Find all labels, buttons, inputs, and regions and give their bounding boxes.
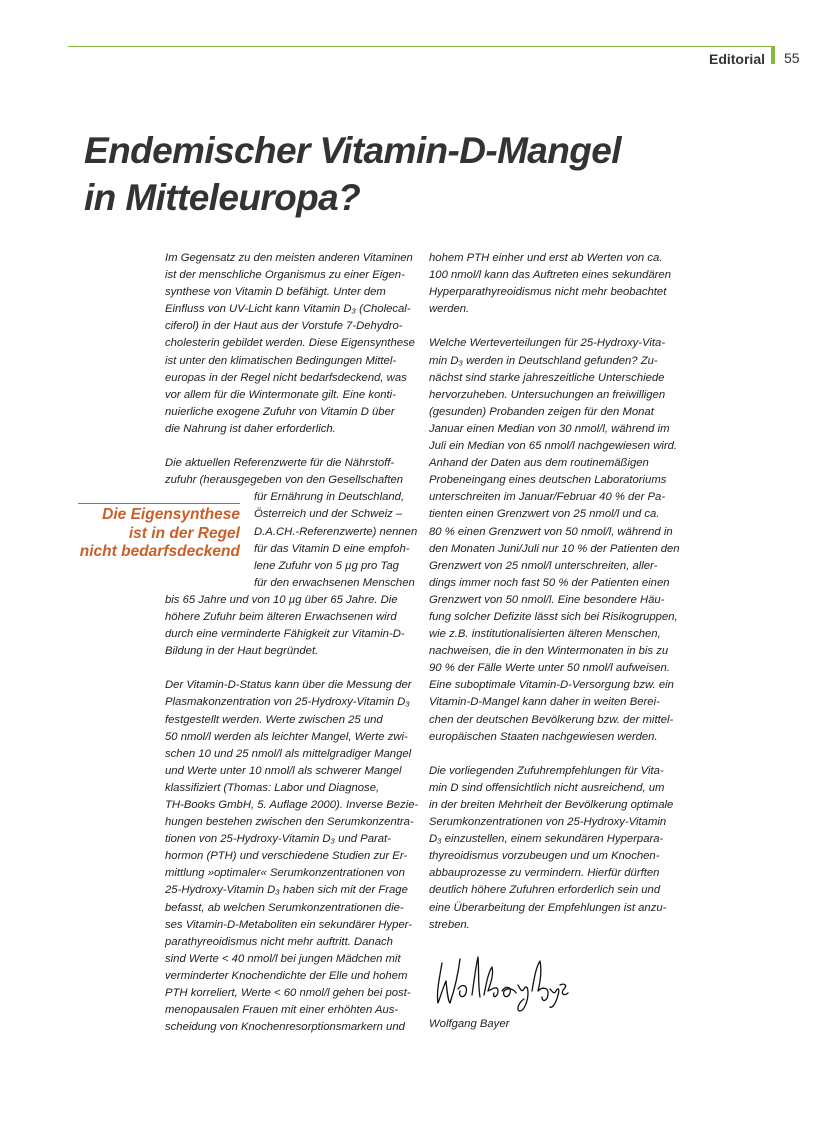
text-line: für das Vitamin D eine empfoh- bbox=[254, 542, 410, 555]
text-line: hervorzuheben. Untersuchungen an freiwilligen bbox=[429, 388, 666, 401]
text-line: 25-Hydroxy-Vitamin D₃ haben sich mit der Frage bbox=[165, 884, 408, 897]
header-rule bbox=[68, 46, 773, 47]
text-line: PTH korreliert, Werte < 60 nmol/l gehen bei post- bbox=[165, 987, 411, 1000]
text-line: werden. bbox=[429, 303, 470, 316]
text-line: nachweisen, die in den Wintermonaten in bis zu bbox=[429, 645, 669, 658]
text-line: europäischen Staaten nachgewiesen werden. bbox=[429, 730, 658, 743]
text-line: schen 10 und 25 nmol/l als mittelgradiger Mangel bbox=[165, 747, 412, 760]
text-line: vor allem für die Wintermonate gilt. Eine konti- bbox=[165, 388, 396, 401]
body-paragraph bbox=[165, 250, 415, 438]
text-line: dings immer noch fast 50 % der Patienten einen bbox=[429, 576, 670, 589]
text-line: cholesterin gebildet werden. Diese Eigensynthese bbox=[165, 337, 415, 350]
text-line: mittlung »optimaler« Serumkonzentrationen von bbox=[165, 867, 405, 880]
text-line: min D₃ werden in Deutschland gefunden? Zu- bbox=[429, 354, 658, 367]
text-line: parathyreoidismus nicht mehr auftritt. Danach bbox=[165, 935, 393, 948]
text-line: synthese von Vitamin D befähigt. Unter dem bbox=[165, 286, 386, 299]
text-line: fung solcher Defizite lässt sich bei Risikogruppen, bbox=[429, 610, 678, 623]
text-line: 100 nmol/l kann das Auftreten eines sekundären bbox=[429, 269, 671, 282]
text-line: nuierliche exogene Zufuhr von Vitamin D über bbox=[165, 405, 395, 418]
text-line: hungen bestehen zwischen den Serumkonzentra- bbox=[165, 816, 414, 829]
text-line: Die vorliegenden Zufuhrempfehlungen für Vita- bbox=[429, 764, 664, 777]
text-line: Die aktuellen Referenzwerte für die Nährstoff- bbox=[165, 457, 395, 470]
text-line: 90 % der Fälle Werte unter 50 nmol/l aufweisen. bbox=[429, 662, 670, 675]
signature-image bbox=[432, 945, 572, 1015]
text-line: hohem PTH einher und erst ab Werten von ca. bbox=[429, 252, 663, 264]
text-line: deutlich höhere Zufuhren erforderlich sein und bbox=[429, 884, 661, 897]
text-line: Der Vitamin-D-Status kann über die Messung der bbox=[165, 679, 412, 692]
text-line: ist unter den klimatischen Bedingungen Mittel- bbox=[165, 354, 397, 367]
pull-quote-line: ist in der Regel bbox=[128, 524, 240, 542]
text-line: lene Zufuhr von 5 µg pro Tag bbox=[254, 559, 399, 572]
text-line: Österreich und der Schweiz – bbox=[254, 508, 403, 521]
text-line: nächst sind starke jahreszeitliche Unterschiede bbox=[429, 371, 665, 384]
text-line: chen der deutschen Bevölkerung bzw. der mittel- bbox=[429, 713, 674, 726]
text-line: Welche Werteverteilungen für 25-Hydroxy-Vita- bbox=[429, 337, 666, 350]
article-title bbox=[84, 127, 724, 221]
author-name: Wolfgang Bayer bbox=[429, 1018, 510, 1030]
text-line: D₃ einzustellen, einem sekundären Hyperpara- bbox=[429, 833, 664, 846]
text-line: Vitamin-D-Mangel kann daher in weiten Berei- bbox=[429, 696, 660, 709]
text-line: Hyperparathyreoidismus nicht mehr beobachtet bbox=[429, 286, 667, 299]
text-line: abbauprozesse zu vermindern. Hierfür dürften bbox=[429, 867, 660, 880]
text-line: zufuhr (herausgegeben von den Gesellschaften bbox=[165, 474, 404, 487]
text-line: Im Gegensatz zu den meisten anderen Vitaminen bbox=[165, 252, 413, 264]
text-line: und Werte unter 10 nmol/l als schwerer Mangel bbox=[165, 764, 402, 777]
text-line: menopausalen Frauen mit einer erhöhten Aus- bbox=[165, 1004, 399, 1017]
text-line: verminderter Knochendichte der Elle und hohem bbox=[165, 969, 408, 982]
title-line: in Mitteleuropa? bbox=[84, 177, 361, 218]
text-line: in der breiten Mehrheit der Bevölkerung optimale bbox=[429, 799, 674, 811]
pull-quote bbox=[70, 506, 240, 562]
text-line: ses Vitamin-D-Metaboliten ein sekundärer Hyper- bbox=[165, 918, 412, 931]
section-label: Editorial bbox=[708, 51, 765, 67]
text-line: Serumkonzentrationen von 25-Hydroxy-Vitamin bbox=[429, 816, 667, 829]
right-column bbox=[429, 250, 679, 951]
text-line: befasst, ab welchen Serumkonzentrationen die- bbox=[165, 901, 404, 914]
pull-quote-line: Die Eigensynthese bbox=[102, 506, 240, 523]
text-line: ist der menschliche Organismus zu einer Eigen- bbox=[165, 269, 405, 282]
body-paragraph bbox=[429, 250, 679, 318]
text-line: klassifiziert (Thomas: Labor und Diagnose, bbox=[165, 781, 380, 794]
text-line: höhere Zufuhr beim älteren Erwachsenen wird bbox=[165, 610, 397, 623]
text-line: 80 % einen Grenzwert von 50 nmol/l, während in bbox=[429, 525, 673, 538]
text-line: (gesunden) Probanden zeigen für den Monat bbox=[429, 405, 654, 418]
text-line: die Nahrung ist daher erforderlich. bbox=[165, 422, 336, 435]
page-number: 55 bbox=[784, 50, 800, 66]
text-line: europas in der Regel nicht bedarfsdeckend, was bbox=[165, 371, 407, 384]
text-line: Plasmakonzentration von 25-Hydroxy-Vitamin D₃ bbox=[165, 696, 410, 709]
text-line: Bildung in der Haut begründet. bbox=[165, 645, 319, 658]
text-line: festgestellt werden. Werte zwischen 25 und bbox=[165, 713, 383, 726]
text-line: ciferol) in der Haut aus der Vorstufe 7-Dehydro- bbox=[165, 320, 403, 333]
body-paragraph bbox=[165, 677, 419, 1036]
text-line: Einfluss von UV-Licht kann Vitamin D₃ (Cholecal- bbox=[165, 303, 411, 316]
text-line: scheidung von Knochenresorptionsmarkern und bbox=[165, 1021, 405, 1034]
text-line: wie z.B. institutionalisierten älteren Menschen, bbox=[429, 628, 661, 641]
text-line: Grenzwert von 50 nmol/l. Eine besondere Häu- bbox=[429, 593, 665, 606]
text-line: unterschreiten im Januar/Februar 40 % der Pa- bbox=[429, 491, 666, 504]
text-line: 50 nmol/l werden als leichter Mangel, Werte zwi- bbox=[165, 730, 408, 743]
text-line: eine Überarbeitung der Empfehlungen ist anzu- bbox=[429, 901, 667, 914]
text-line: Juli ein Median von 65 nmol/l nachgewiesen wird. bbox=[429, 440, 678, 453]
body-paragraph bbox=[429, 335, 679, 745]
pull-quote-line: nicht bedarfsdeckend bbox=[79, 543, 240, 560]
text-line: für Ernährung in Deutschland, bbox=[254, 491, 405, 504]
text-line: TH-Books GmbH, 5. Auflage 2000). Inverse Bezie- bbox=[165, 799, 419, 811]
header-accent-bar bbox=[771, 46, 775, 64]
text-line: Probeneingang eines deutschen Laboratoriums bbox=[429, 474, 667, 487]
text-line: sind Werte < 40 nmol/l bei jungen Mädchen mit bbox=[165, 952, 401, 965]
text-line: Grenzwert von 25 nmol/l unterschreiten, aller- bbox=[429, 559, 658, 572]
text-line: hormon (PTH) und verschiedene Studien zur Er- bbox=[165, 850, 408, 863]
pull-quote-rule bbox=[78, 503, 240, 504]
text-line: thyreoidismus vorzubeugen und um Knochen- bbox=[429, 850, 660, 863]
body-paragraph bbox=[429, 763, 679, 934]
text-line: Anhand der Daten aus dem routinemäßigen bbox=[429, 457, 649, 470]
text-line: durch eine verminderte Fähigkeit zur Vitamin-D- bbox=[165, 628, 405, 641]
left-column bbox=[165, 250, 419, 1053]
text-line: für den erwachsenen Menschen bbox=[254, 576, 415, 589]
text-line: min D sind offensichtlich nicht ausreichend, um bbox=[429, 781, 665, 794]
text-line: D.A.CH.-Referenzwerte) nennen bbox=[254, 525, 418, 538]
text-line: Eine suboptimale Vitamin-D-Versorgung bzw. ein bbox=[429, 679, 674, 692]
text-line: tienten einen Grenzwert von 25 nmol/l und ca. bbox=[429, 508, 660, 521]
text-line: bis 65 Jahre und von 10 µg über 65 Jahre. Die bbox=[165, 593, 398, 606]
text-line: den Monaten Juni/Juli nur 10 % der Patienten den bbox=[429, 542, 680, 555]
text-line: streben. bbox=[429, 918, 470, 931]
title-line: Endemischer Vitamin-D-Mangel bbox=[84, 130, 621, 171]
text-line: tionen von 25-Hydroxy-Vitamin D₃ und Parat- bbox=[165, 833, 391, 846]
text-line: Januar einen Median von 30 nmol/l, während im bbox=[429, 422, 670, 435]
